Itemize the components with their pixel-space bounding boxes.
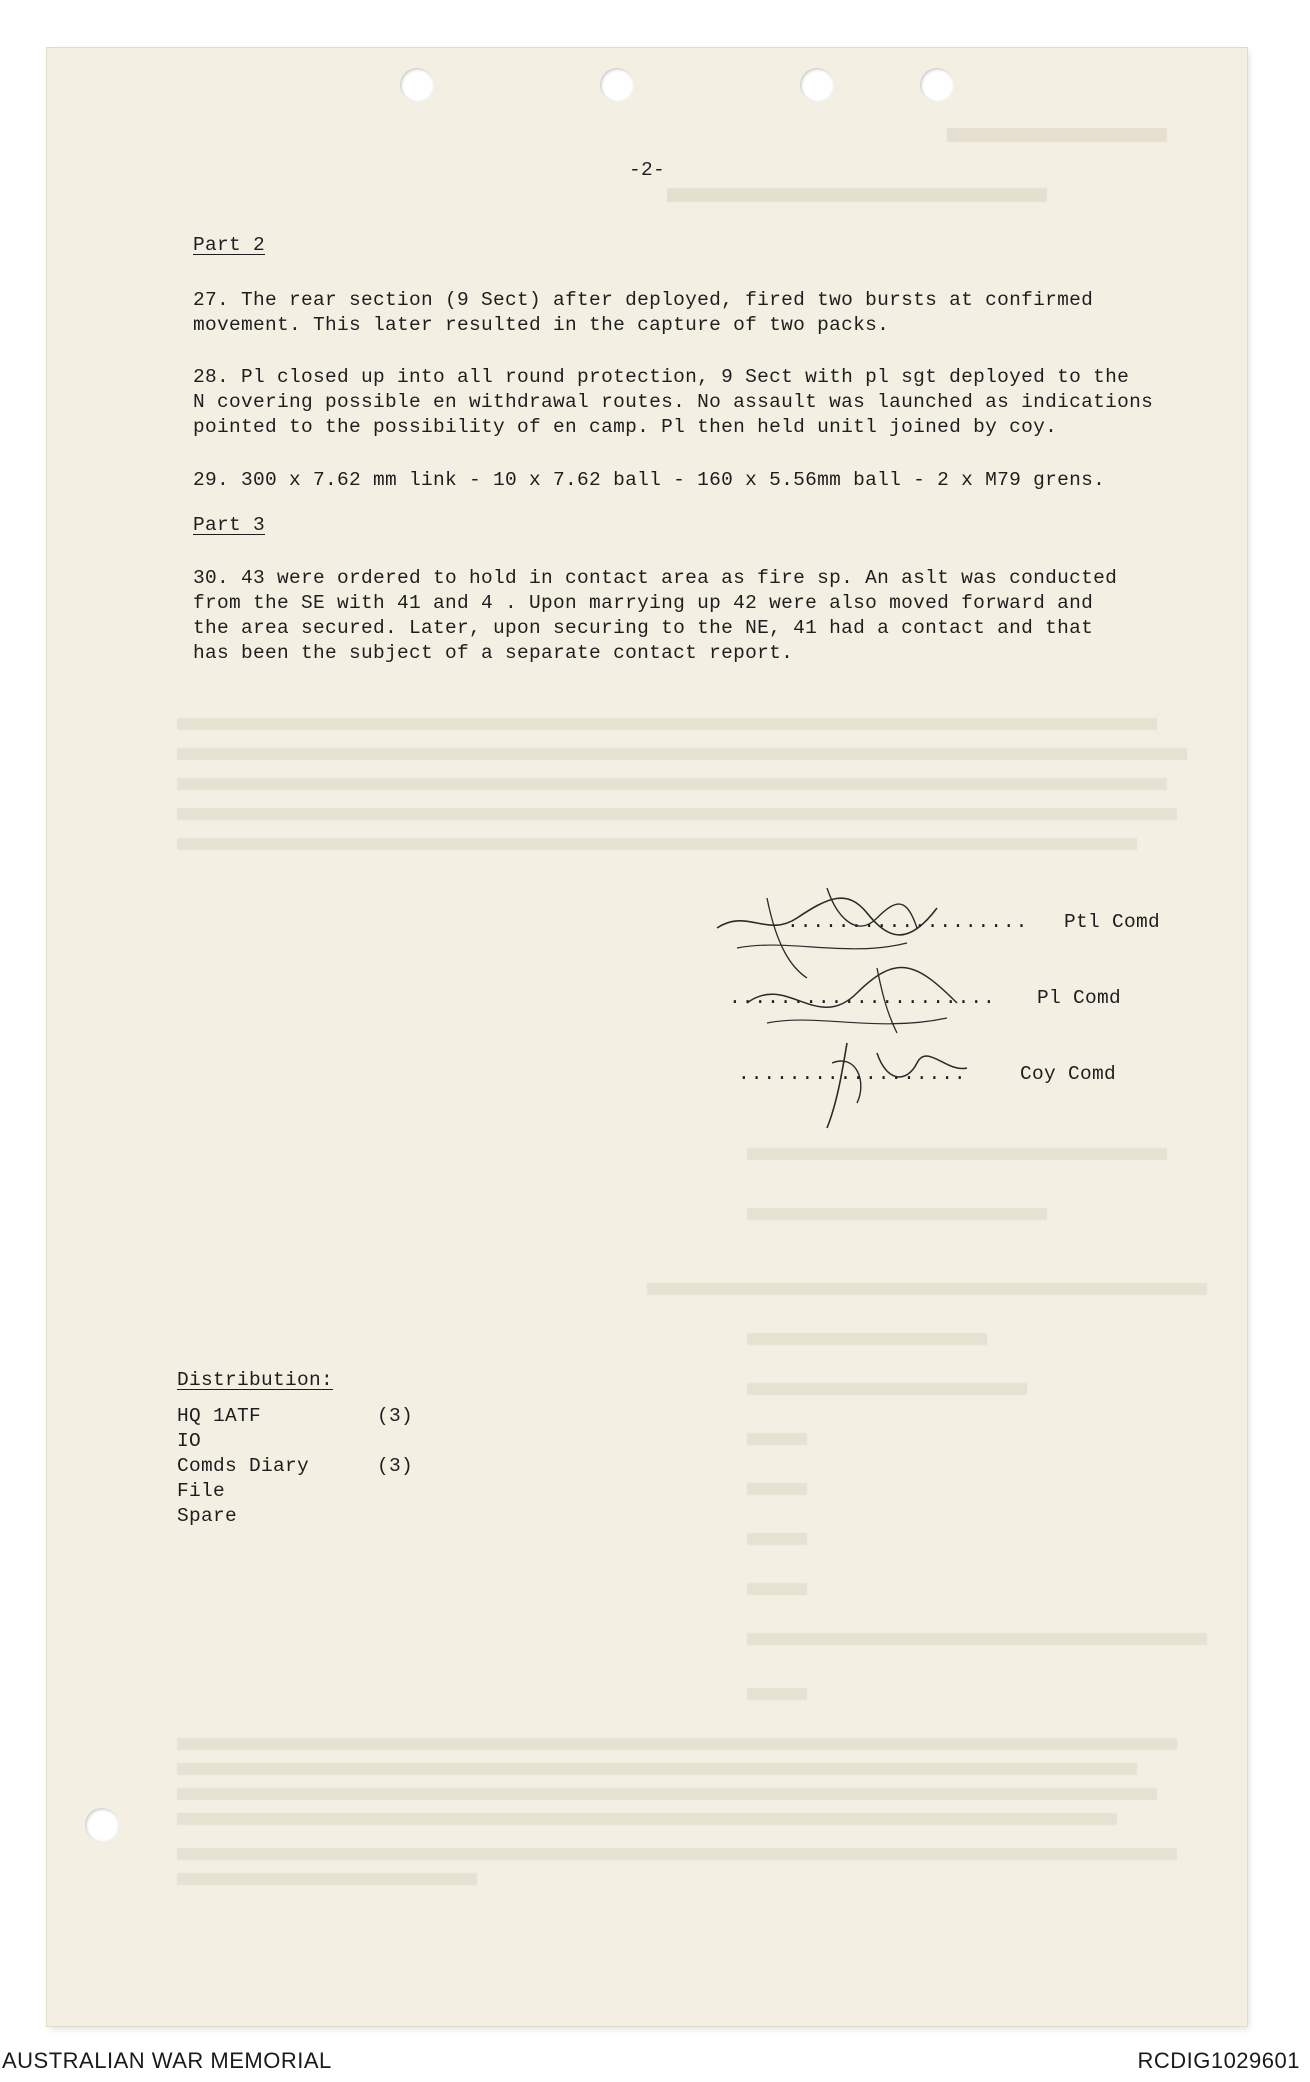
bleed-through — [747, 1583, 807, 1595]
bleed-through — [177, 1763, 1137, 1775]
bleed-through — [747, 1433, 807, 1445]
bleed-through — [747, 1533, 807, 1545]
bleed-through — [177, 748, 1187, 760]
bleed-through — [667, 188, 1047, 202]
bleed-through — [177, 1848, 1177, 1860]
paragraph-27-line: 27. The rear section (9 Sect) after deployed, fired two bursts at confirmed — [193, 289, 1094, 311]
handwritten-signature — [817, 1023, 997, 1133]
paragraph-28-line: N covering possible en withdrawal routes. No assault was launched as indications — [193, 391, 1154, 413]
distribution-item-name: Comds Diary — [177, 1455, 310, 1477]
signature-dots-coy: .................. — [738, 1063, 967, 1085]
bleed-through — [177, 718, 1157, 730]
bleed-through — [177, 778, 1167, 790]
signature-label-pl: Pl Comd — [1037, 987, 1122, 1009]
bleed-through — [177, 1788, 1157, 1800]
signature-label-ptl: Ptl Comd — [1064, 911, 1161, 933]
bleed-through — [747, 1633, 1207, 1645]
bleed-through — [177, 838, 1137, 850]
bleed-through — [947, 128, 1167, 142]
punch-hole — [400, 68, 434, 102]
bleed-through — [177, 1873, 477, 1885]
document-page — [47, 48, 1247, 2026]
signature-dots-pl: ..................... — [729, 987, 996, 1009]
punch-hole — [920, 68, 954, 102]
bleed-through — [747, 1383, 1027, 1395]
part2-heading: Part 2 — [193, 234, 266, 256]
paragraph-30-line: 30. 43 were ordered to hold in contact area as fire sp. An aslt was conducted — [193, 567, 1118, 589]
distribution-item-name: Spare — [177, 1505, 238, 1527]
bleed-through — [747, 1688, 807, 1700]
paragraph-27-line: movement. This later resulted in the capture of two packs. — [193, 314, 890, 336]
paragraph-28-line: 28. Pl closed up into all round protection, 9 Sect with pl sgt deployed to the — [193, 366, 1130, 388]
bleed-through — [747, 1148, 1167, 1160]
signature-label-coy: Coy Comd — [1020, 1063, 1117, 1085]
paragraph-28-line: pointed to the possibility of en camp. Pl then held unitl joined by coy. — [193, 416, 1058, 438]
distribution-heading: Distribution: — [177, 1369, 334, 1391]
bleed-through — [177, 1738, 1177, 1750]
bleed-through — [177, 1813, 1117, 1825]
footer-right-id: RCDIG1029601 — [1137, 2048, 1300, 2073]
bleed-through — [647, 1283, 1207, 1295]
distribution-item-name: IO — [177, 1430, 202, 1452]
signature-dots-ptl: ................... — [787, 911, 1029, 933]
distribution-item-name: HQ 1ATF — [177, 1405, 262, 1427]
distribution-item-qty: (3) — [377, 1455, 414, 1477]
part3-heading: Part 3 — [193, 514, 266, 536]
bleed-through — [747, 1208, 1047, 1220]
punch-hole — [600, 68, 634, 102]
paragraph-30-line: has been the subject of a separate contact report. — [193, 642, 794, 664]
punch-hole — [85, 1808, 119, 1842]
bleed-through — [747, 1483, 807, 1495]
paragraph-29: 29. 300 x 7.62 mm link - 10 x 7.62 ball - 160 x 5.56mm ball - 2 x M79 grens. — [193, 469, 1106, 491]
bleed-through — [747, 1333, 987, 1345]
paragraph-30-line: the area secured. Later, upon securing to the NE, 41 had a contact and that — [193, 617, 1094, 639]
paragraph-30-line: from the SE with 41 and 4 . Upon marrying up 42 were also moved forward and — [193, 592, 1094, 614]
bleed-through — [177, 808, 1177, 820]
distribution-item-name: File — [177, 1480, 226, 1502]
footer-left-watermark: AUSTRALIAN WAR MEMORIAL — [2, 2048, 332, 2073]
page-number: -2- — [629, 159, 666, 181]
punch-hole — [800, 68, 834, 102]
distribution-item-qty: (3) — [377, 1405, 414, 1427]
